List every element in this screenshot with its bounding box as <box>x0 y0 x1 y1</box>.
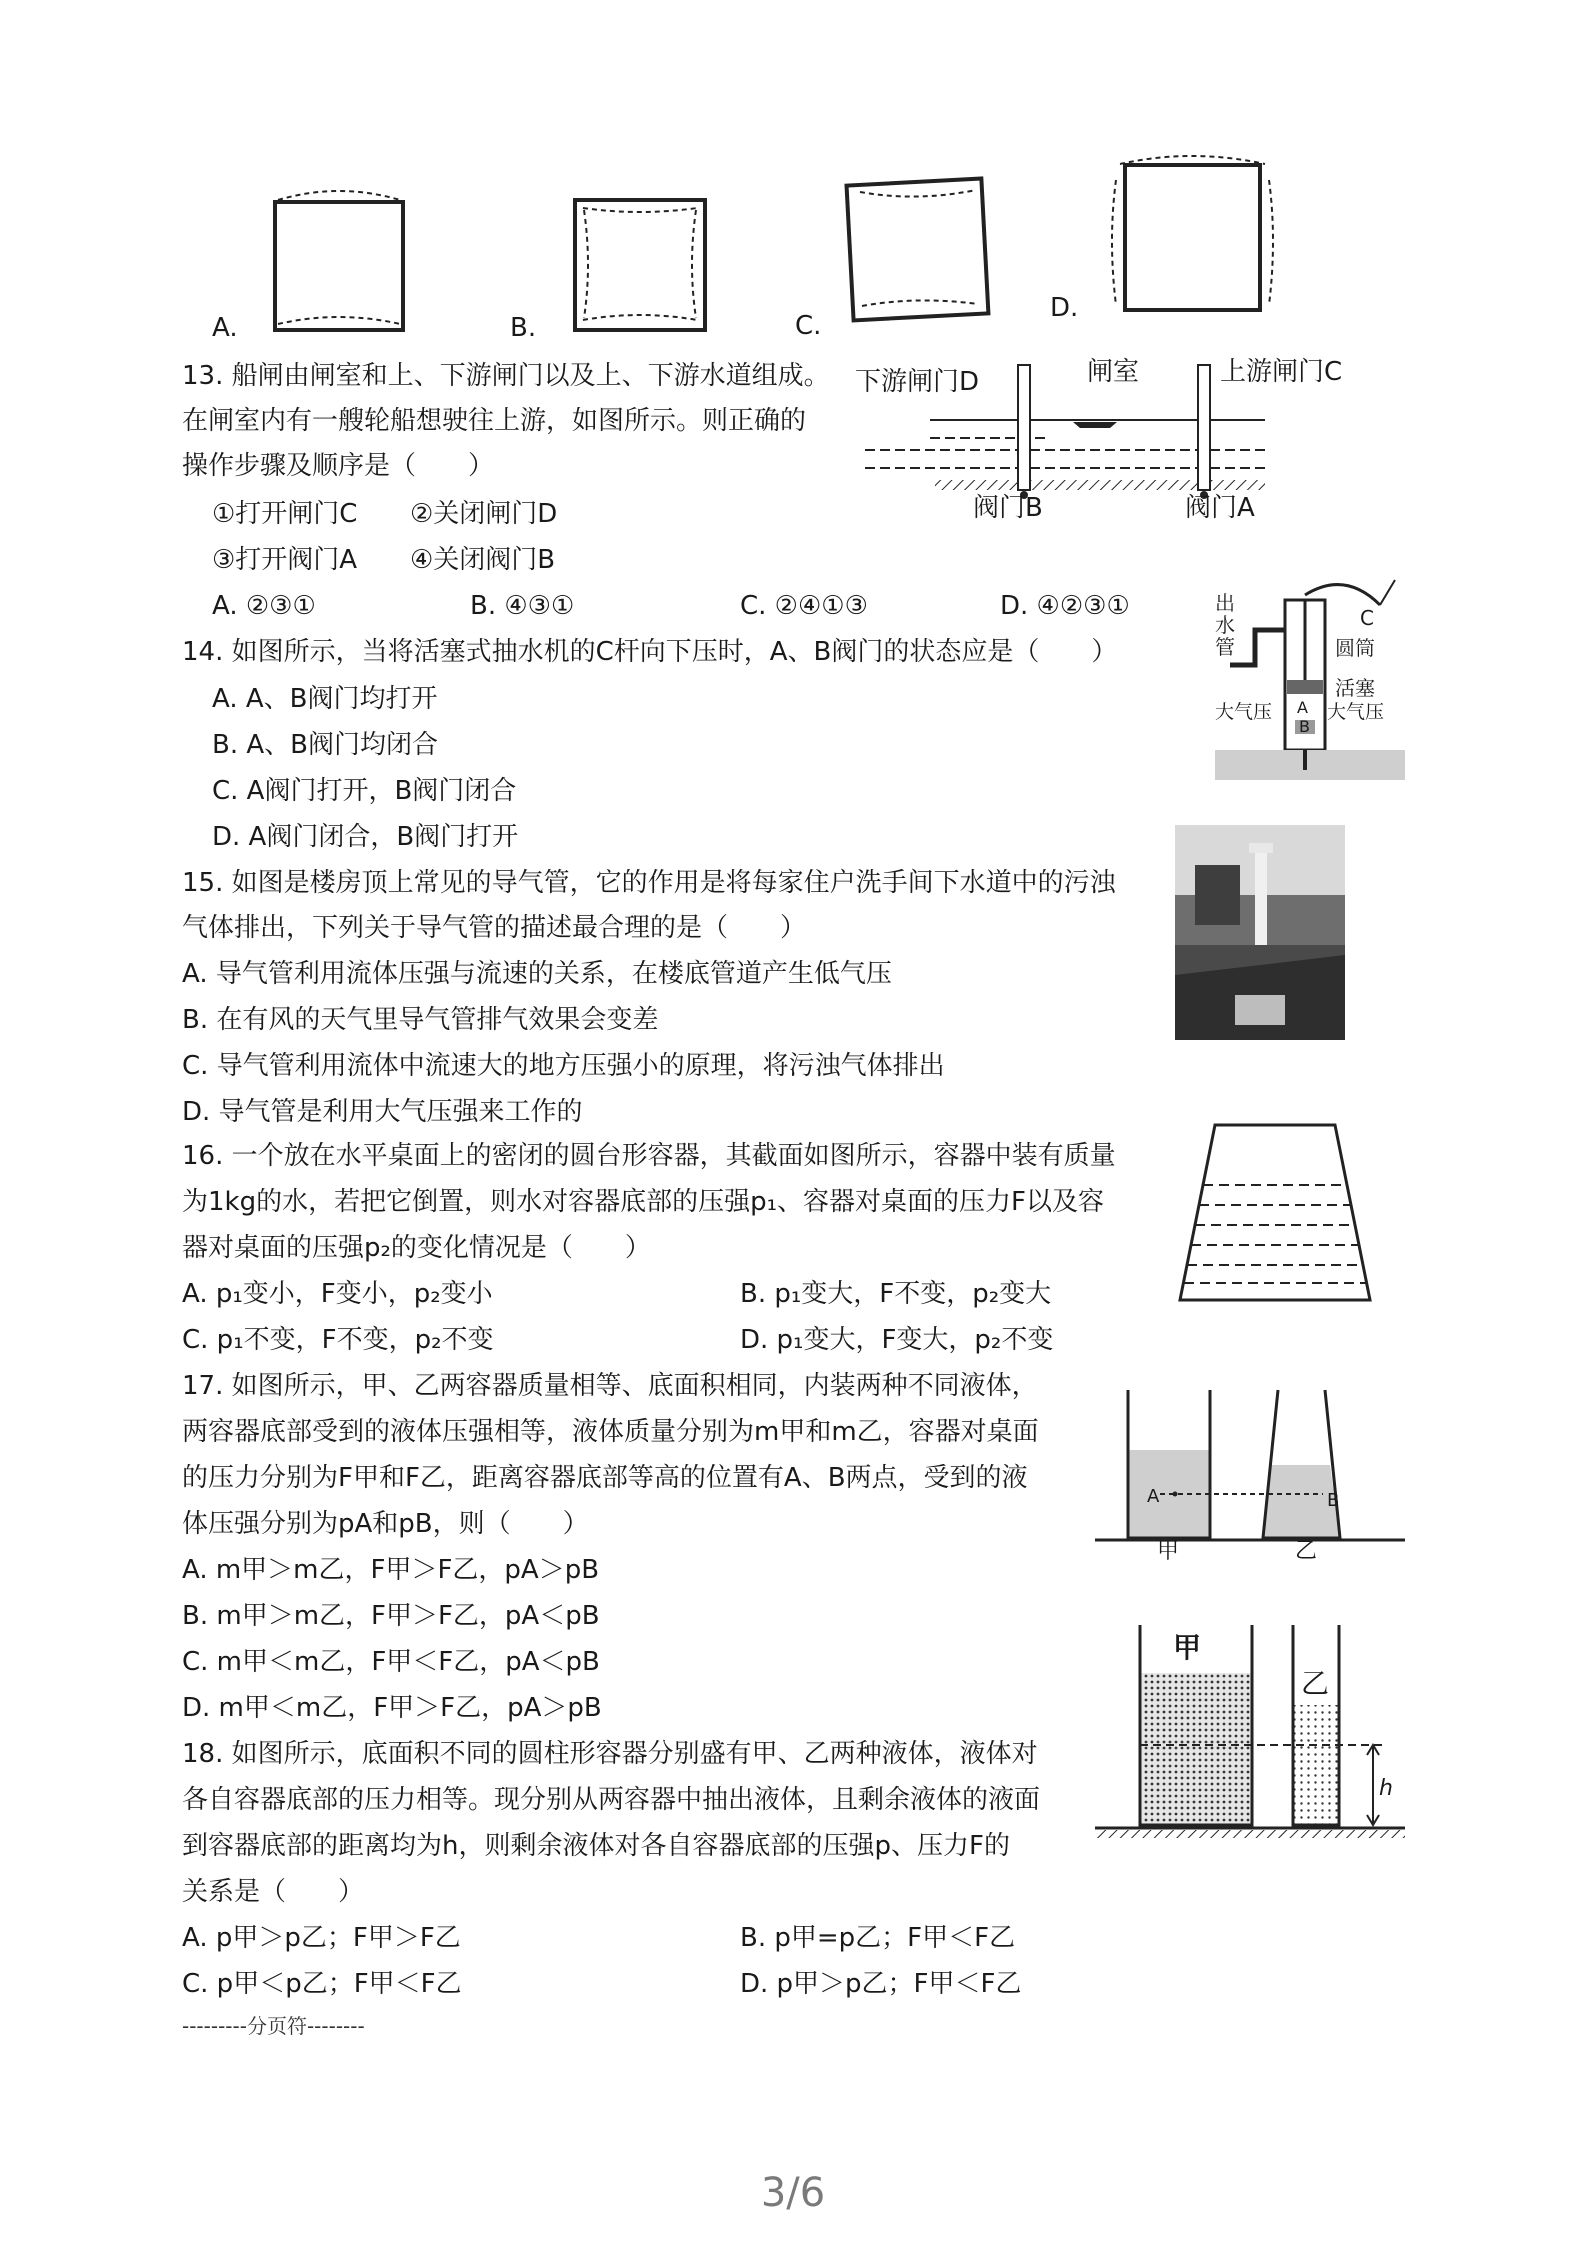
ship-icon <box>1073 422 1117 428</box>
q17-option-d: D. m甲＜m乙，F甲＞F乙，pA＞pB <box>182 1693 602 1723</box>
q14-option-a: A. A、B阀门均打开 <box>212 684 438 714</box>
frustum <box>1180 1125 1370 1300</box>
q18-option-a: A. p甲＞p乙；F甲＞F乙 <box>182 1923 461 1953</box>
dashed-bottom-b <box>583 315 697 320</box>
dashed-left-b <box>584 210 588 318</box>
gate-c-label: 上游闸门C <box>1220 357 1343 387</box>
q17-line4: 体压强分别为pA和pB，则（ ） <box>182 1509 589 1539</box>
q16-option-a: A. p₁变小，F变小，p₂变小 <box>182 1279 493 1309</box>
q16-option-b: B. p₁变大，F不变，p₂变大 <box>740 1279 1052 1309</box>
q18-line4: 关系是（ ） <box>182 1877 365 1907</box>
gate-c <box>1198 365 1210 490</box>
q13-line3: 操作步骤及顺序是（ ） <box>182 451 495 481</box>
gate-d-label: 下游闸门D <box>855 367 980 397</box>
q15-option-c: C. 导气管利用流体中流速大的地方压强小的原理，将污浊气体排出 <box>182 1051 945 1081</box>
q13-option-b: B. ④③① <box>470 591 575 621</box>
q14-option-d: D. A阀门闭合，B阀门打开 <box>212 822 519 852</box>
outlet-pipe <box>1230 630 1285 665</box>
valve-b-mark: B <box>1299 717 1310 736</box>
box-c <box>847 179 989 321</box>
option-a-label: A. <box>212 313 238 343</box>
valve-a-mark: A <box>1297 698 1308 717</box>
q15-line2: 气体排出，下列关于导气管的描述最合理的是（ ） <box>182 913 807 943</box>
barrel-label: 圆筒 <box>1335 636 1375 660</box>
q13-step1: ①打开闸门C <box>212 499 358 529</box>
outlet-label-2: 水 <box>1215 613 1235 637</box>
box-b <box>575 200 705 330</box>
piston <box>1287 680 1323 694</box>
q12-options-figures <box>150 110 1300 340</box>
q17-option-b: B. m甲＞m乙，F甲＞F乙，pA＜pB <box>182 1601 600 1631</box>
q14-pump-figure <box>1215 570 1405 785</box>
q14-option-b: B. A、B阀门均闭合 <box>212 730 438 760</box>
q17-line3: 的压力分别为F甲和F乙，距离容器底部等高的位置有A、B两点，受到的液 <box>182 1463 1028 1493</box>
point-a-label: A <box>1147 1486 1160 1507</box>
q17-line2: 两容器底部受到的液体压强相等，液体质量分别为m甲和m乙，容器对桌面 <box>182 1417 1039 1447</box>
q16-line2: 为1kg的水，若把它倒置，则水对容器底部的压强p₁、容器对桌面的压力F以及容 <box>182 1187 1104 1217</box>
q16-frustum-figure <box>1175 1115 1375 1305</box>
q17-option-c: C. m甲＜m乙，F甲＜F乙，pA＜pB <box>182 1647 600 1677</box>
ground-hatch <box>935 480 1265 490</box>
piston-label: 活塞 <box>1335 676 1375 700</box>
valve-b-label: 阀门B <box>973 493 1043 523</box>
q18-line3: 到容器底部的距离均为h，则剩余液体对各自容器底部的压强p、压力F的 <box>182 1831 1010 1861</box>
page-break-marker: ---------分页符-------- <box>182 2014 365 2038</box>
q13-step4: ④关闭阀门B <box>410 545 556 575</box>
q16-option-d: D. p₁变大，F变大，p₂不变 <box>740 1325 1054 1355</box>
yi-label: 乙 <box>1295 1539 1318 1564</box>
q13-step2: ②关闭闸门D <box>410 499 558 529</box>
water-source <box>1215 750 1405 780</box>
q18-cylinders-figure <box>1095 1625 1405 1850</box>
dashed-top-c <box>860 190 976 197</box>
dashed-top-d <box>1120 156 1265 164</box>
q13-option-c: C. ②④①③ <box>740 591 868 621</box>
atm-left-label: 大气压 <box>1215 701 1273 723</box>
q17-containers-figure <box>1095 1380 1405 1564</box>
jia-label: 甲 <box>1157 1539 1180 1564</box>
liquid-yi <box>1293 1705 1339 1825</box>
q18-line2: 各自容器底部的压力相等。现分别从两容器中抽出液体，且剩余液体的液面 <box>182 1785 1041 1815</box>
dashed-bottom-a <box>278 317 400 324</box>
outlet-label-1: 出 <box>1215 591 1235 615</box>
q17-line1: 17. 如图所示，甲、乙两容器质量相等、底面积相同，内装两种不同液体， <box>182 1371 1038 1401</box>
liquid-jia <box>1140 1673 1252 1825</box>
point-b-label: B <box>1327 1490 1340 1511</box>
q13-option-d: D. ④②③① <box>1000 591 1130 621</box>
q13-line1: 13. 船闸由闸室和上、下游闸门以及上、下游水道组成。 <box>182 361 830 391</box>
dashed-top-a <box>278 191 400 200</box>
box-a <box>275 202 403 330</box>
q13-step3: ③打开阀门A <box>212 545 358 575</box>
q18-line1: 18. 如图所示，底面积不同的圆柱形容器分别盛有甲、乙两种液体，液体对 <box>182 1739 1038 1769</box>
q18-option-b: B. p甲=p乙；F甲＜F乙 <box>740 1923 1016 1953</box>
jia-label: 甲 <box>1173 1631 1202 1664</box>
q18-option-d: D. p甲＞p乙；F甲＜F乙 <box>740 1969 1022 1999</box>
q15-option-b: B. 在有风的天气里导气管排气效果会变差 <box>182 1005 659 1035</box>
dashed-top-b <box>583 208 697 212</box>
h-label: h <box>1379 1776 1393 1801</box>
dashed-bottom-c <box>862 300 978 306</box>
atm-right-label: 大气压 <box>1327 701 1385 723</box>
dashed-right-d <box>1269 180 1273 305</box>
q16-option-c: C. p₁不变，F不变，p₂不变 <box>182 1325 494 1355</box>
chamber-label: 闸室 <box>1087 357 1140 387</box>
dashed-right-b <box>692 210 696 318</box>
q15-vent-photo <box>1175 825 1345 1040</box>
q13-line2: 在闸室内有一艘轮船想驶往上游，如图所示。则正确的 <box>182 406 807 436</box>
option-d-label: D. <box>1050 293 1079 323</box>
q13-lock-figure <box>855 350 1343 523</box>
dashed-left-d <box>1112 180 1116 305</box>
option-c-label: C. <box>795 311 822 341</box>
q18-option-c: C. p甲＜p乙；F甲＜F乙 <box>182 1969 462 1999</box>
c-label: C <box>1360 606 1374 630</box>
box-d <box>1125 165 1260 310</box>
q15-option-a: A. 导气管利用流体压强与流速的关系，在楼底管道产生低气压 <box>182 959 892 989</box>
page-number: 3/6 <box>760 2170 826 2216</box>
yi-label: 乙 <box>1301 1667 1330 1700</box>
q16-line1: 16. 一个放在水平桌面上的密闭的圆台形容器，其截面如图所示，容器中装有质量 <box>182 1141 1116 1171</box>
q14-option-c: C. A阀门打开，B阀门闭合 <box>212 776 517 806</box>
q15-line1: 15. 如图是楼房顶上常见的导气管，它的作用是将每家住户洗手间下水道中的污浊 <box>182 868 1116 898</box>
gate-d <box>1018 365 1030 490</box>
option-b-label: B. <box>510 313 537 343</box>
q17-option-a: A. m甲＞m乙，F甲＞F乙，pA＞pB <box>182 1555 600 1585</box>
outlet-label-3: 管 <box>1215 635 1235 659</box>
valve-a-label: 阀门A <box>1185 493 1255 523</box>
q15-option-d: D. 导气管是利用大气压强来工作的 <box>182 1097 583 1127</box>
arrow <box>1380 580 1395 605</box>
q16-line3: 器对桌面的压强p₂的变化情况是（ ） <box>182 1233 651 1263</box>
q14-stem: 14. 如图所示，当将活塞式抽水机的C杆向下压时，A、B阀门的状态应是（ ） <box>182 637 1118 667</box>
q13-option-a: A. ②③① <box>212 591 316 621</box>
